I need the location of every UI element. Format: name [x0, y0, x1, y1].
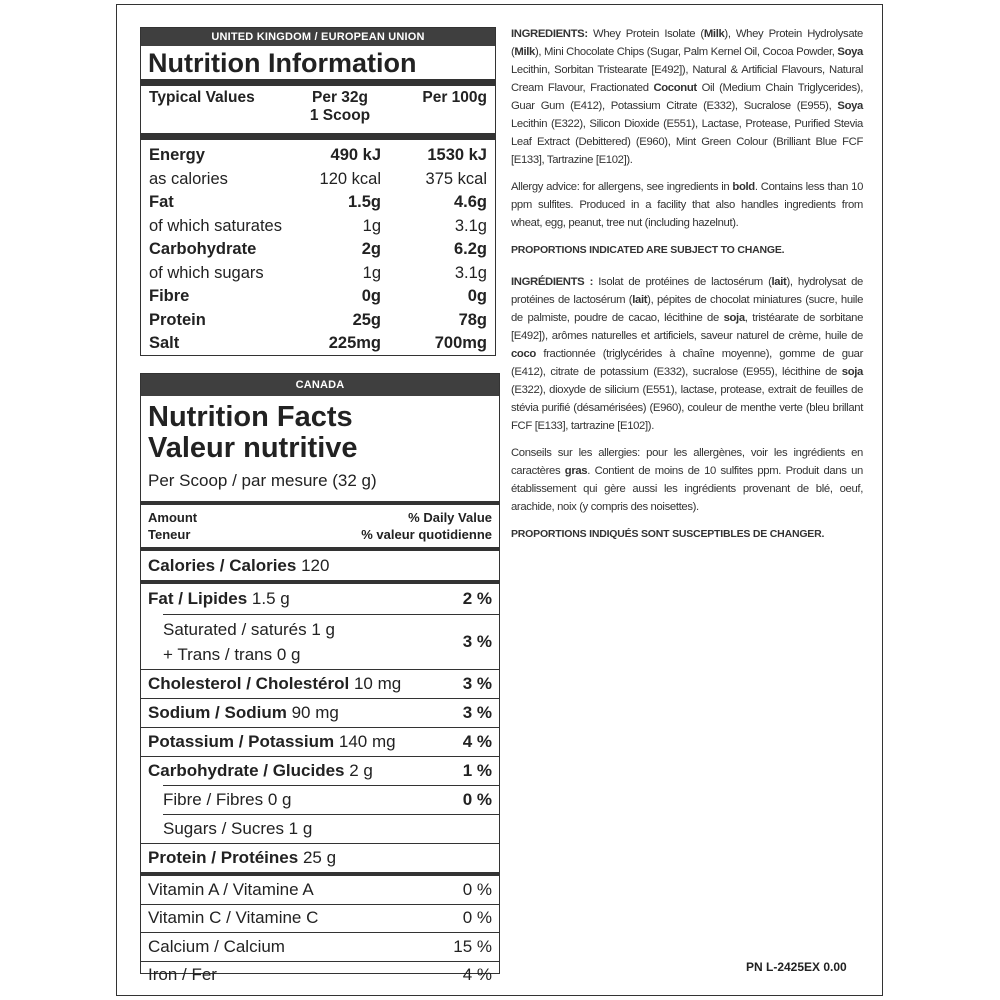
uk-nutrient-row — [149, 262, 487, 286]
canada-potassium-pct: 4 % — [462, 732, 492, 751]
text-segment: (E322), dioxyde de silicium (E551), lactase, protease, extrait de feuilles de stévia purifié (désamérisées) (E960), couleur de menthe verte (bleu brillant FCF [E133], tartrazine [E102]). — [511, 384, 863, 432]
canada-carbohydrate-row — [141, 757, 499, 785]
canada-teneur-label: Teneur — [148, 527, 191, 542]
uk-value-per-serving: 1g — [362, 263, 381, 282]
canada-vitamin-row — [141, 876, 499, 904]
uk-value-per-100g: 0g — [467, 287, 487, 305]
canada-cholesterol-row — [141, 670, 499, 698]
canada-vitamin-pct: 4 % — [462, 965, 492, 985]
uk-nutrient-row — [149, 215, 487, 239]
canada-calories-row — [141, 551, 499, 580]
canada-vitamins-list — [141, 876, 499, 989]
uk-nutrition-panel — [140, 27, 496, 356]
canada-protein-value: 25 g — [302, 848, 337, 867]
canada-saturated-pct: 3 % — [462, 632, 492, 651]
text-segment: . Contains less than 10 ppm sulfites. Produced in a facility that also handles ingredients from wheat, egg, peanut, tree nut (including hazelnut). — [511, 181, 863, 229]
uk-rows — [141, 140, 495, 356]
canada-region-band: CANADA — [141, 374, 499, 396]
uk-thick-divider — [141, 133, 495, 140]
text-segment: Milk — [514, 46, 535, 58]
canada-saturated-line: Saturated / saturés 1 g — [163, 620, 335, 639]
uk-thick-divider — [141, 79, 495, 86]
canada-fat-row — [141, 584, 499, 614]
uk-value-per-serving: 25g — [352, 310, 381, 329]
canada-title-en: Nutrition Facts — [148, 401, 353, 433]
canada-vitamin-label: Vitamin A / Vitamine A — [148, 879, 314, 899]
uk-value-per-serving: 1g — [362, 216, 381, 235]
uk-nutrient-label: of which saturates — [149, 216, 282, 235]
canada-sugars-row — [141, 815, 499, 843]
uk-nutrient-label: Carbohydrate — [149, 240, 257, 258]
uk-value-per-100g: 6.2g — [453, 240, 487, 258]
canada-vitamin-label: Iron / Fer — [148, 965, 217, 985]
canada-potassium-label: Potassium / Potassium — [148, 732, 335, 751]
canada-potassium-value: 140 mg — [338, 732, 396, 751]
uk-value-per-100g: 4.6g — [453, 193, 487, 211]
uk-header-per-serving-line2: 1 Scoop — [309, 107, 371, 124]
uk-nutrient-label: Protein — [149, 310, 206, 329]
uk-panel-title: Nutrition Information — [148, 48, 417, 78]
text-segment: Soya — [837, 46, 863, 58]
canada-vitamin-label: Vitamin C / Vitamine C — [148, 908, 319, 928]
uk-nutrient-row — [149, 168, 487, 192]
uk-value-per-100g: 1530 kJ — [427, 146, 487, 164]
text-segment: Whey Protein Isolate ( — [587, 28, 704, 40]
uk-nutrient-label: Salt — [149, 334, 180, 352]
canada-valeur-quotidienne-label: % valeur quotidienne — [361, 527, 492, 542]
uk-value-per-serving: 490 kJ — [330, 146, 381, 164]
text-segment: bold — [732, 181, 755, 193]
canada-vitamin-row — [141, 905, 499, 933]
canada-calories-label: Calories / Calories — [148, 555, 297, 575]
ingredients-column — [511, 25, 863, 552]
canada-column-header — [141, 505, 499, 547]
uk-region-band: UNITED KINGDOM / EUROPEAN UNION — [141, 28, 495, 46]
text-segment: Allergy advice: for allergens, see ingredients in — [511, 181, 733, 193]
canada-sodium-row — [141, 699, 499, 727]
text-segment: ), pépites de chocolat miniatures (sucre, huile de palmiste, poudre de cacao, lécithine de — [511, 294, 864, 324]
canada-vitamin-pct: 0 % — [462, 908, 492, 928]
uk-nutrient-label: Fibre — [149, 287, 190, 305]
text-segment: ), Whey Protein Hydrolysate ( — [511, 28, 863, 58]
uk-table-header — [141, 86, 495, 133]
canada-carbohydrate-pct: 1 % — [462, 761, 492, 780]
uk-nutrient-label: Fat — [149, 193, 174, 211]
text-segment: Isolat de protéines de lactosérum ( — [593, 276, 772, 288]
uk-value-per-100g: 3.1g — [454, 263, 487, 282]
canada-cholesterol-value: 10 mg — [353, 674, 402, 693]
text-segment: ), Mini Chocolate Chips (Sugar, Palm Kernel Oil, Cocoa Powder, — [535, 46, 838, 58]
uk-header-label: Typical Values — [149, 89, 255, 106]
canada-carbohydrate-value: 2 g — [349, 761, 373, 780]
ingredients-english — [511, 25, 863, 169]
text-segment: Coconut — [653, 82, 697, 94]
canada-protein-row — [141, 844, 499, 872]
uk-nutrient-label: of which sugars — [149, 263, 264, 282]
canada-sodium-pct: 3 % — [462, 703, 492, 722]
uk-value-per-100g: 3.1g — [454, 216, 487, 235]
uk-value-per-100g: 375 kcal — [425, 169, 487, 188]
canada-vitamin-row — [141, 933, 499, 961]
uk-value-per-serving: 225mg — [328, 334, 381, 352]
canada-calories-value: 120 — [301, 555, 330, 575]
allergy-advice-english — [511, 178, 863, 232]
canada-fat-pct: 2 % — [462, 589, 492, 608]
uk-nutrient-row — [149, 332, 487, 356]
uk-nutrient-row — [149, 285, 487, 309]
text-segment: Lecithin (E322), Silicon Dioxide (E551), Lactase, Protease, Purified Stevia Leaf Extract (Debittered) (E960), Mint Green Colour (Brilliant Blue FCF [E133], Tartrazine [E102]). — [511, 118, 863, 166]
text-segment: . Contient de moins de 10 sulfites ppm. Produit dans un établissement qui gère aussi les ingrédients provenant de blé, oeuf, arachide, noix (y compris des noisettes). — [511, 465, 863, 513]
uk-value-per-serving: 2g — [361, 240, 381, 258]
text-segment: fractionnée (triglycérides à chaîne moyenne), gomme de guar (E412), citrate de potassium (E332), sucralose (E955), lécithine de — [511, 348, 863, 378]
canada-fibre-pct: 0 % — [462, 790, 492, 809]
text-segment: Oil (Medium Chain Triglycerides), Guar Gum (E412), Potassium Citrate (E332), Sucralose (E955), — [511, 82, 863, 112]
canada-vitamin-pct: 0 % — [462, 879, 492, 899]
canada-sodium-value: 90 mg — [291, 703, 339, 722]
part-number: PN L-2425EX 0.00 — [746, 960, 847, 974]
canada-sodium-label: Sodium / Sodium — [148, 703, 287, 722]
text-segment: gras — [564, 465, 588, 477]
proportions-note-english: PROPORTIONS INDICATED ARE SUBJECT TO CHANGE. — [511, 244, 785, 256]
canada-fibre-row — [141, 786, 499, 814]
proportions-note-french: PROPORTIONS INDIQUÉS SONT SUSCEPTIBLES DE CHANGER. — [511, 528, 825, 540]
canada-sugars-line: Sugars / Sucres 1 g — [163, 819, 313, 838]
uk-value-per-100g: 78g — [458, 310, 487, 329]
canada-potassium-row — [141, 728, 499, 756]
uk-value-per-serving: 1.5g — [347, 193, 381, 211]
canada-daily-value-label: % Daily Value — [408, 510, 492, 525]
text-segment: INGRÉDIENTS : — [511, 276, 593, 288]
canada-title-fr: Valeur nutritive — [148, 432, 358, 464]
uk-header-per-serving — [285, 89, 395, 133]
canada-saturated-trans-row — [141, 615, 499, 669]
text-segment: lait — [632, 294, 648, 306]
canada-title — [141, 396, 499, 464]
uk-header-per-100g: Per 100g — [422, 89, 487, 106]
text-segment: lait — [771, 276, 787, 288]
uk-nutrient-row — [149, 238, 487, 262]
text-segment: Milk — [703, 28, 725, 40]
canada-fibre-line: Fibre / Fibres 0 g — [163, 790, 292, 809]
uk-value-per-serving: 0g — [361, 287, 381, 305]
uk-value-per-100g: 700mg — [434, 334, 487, 352]
canada-fat-value: 1.5 g — [251, 589, 290, 608]
canada-fat-label: Fat / Lipides — [148, 589, 248, 608]
uk-nutrient-row — [149, 144, 487, 168]
canada-vitamin-label: Calcium / Calcium — [148, 936, 285, 956]
text-segment: soja — [723, 312, 745, 324]
text-segment: Lecithin, Sorbitan Tristearate [E492]), Natural & Artificial Flavours, Natural Cream Flavour, Fractionated — [511, 64, 863, 94]
text-segment: ), hydrolysat de protéines de lactosérum ( — [511, 276, 863, 306]
uk-header-per-serving-line1: Per 32g — [311, 89, 368, 106]
canada-nutrition-panel — [140, 373, 500, 985]
canada-amount-label: Amount — [148, 510, 198, 525]
ingredients-french — [511, 273, 863, 435]
uk-nutrient-row — [149, 309, 487, 333]
uk-nutrient-row — [149, 191, 487, 215]
canada-serving-size: Per Scoop / par mesure (32 g) — [148, 471, 377, 490]
uk-value-per-serving: 120 kcal — [319, 169, 381, 188]
canada-cholesterol-pct: 3 % — [462, 674, 492, 693]
canada-carbohydrate-label: Carbohydrate / Glucides — [148, 761, 345, 780]
text-segment: , tristéarate de sorbitane [E492]), arômes naturelles et artificiels, saveur naturel de crème, huile de — [511, 312, 863, 342]
canada-vitamin-pct: 15 % — [453, 936, 492, 956]
text-segment: Conseils sur les allergies: pour les allergènes, voir les ingrédients en caractères — [511, 447, 863, 477]
canada-trans-line: + Trans / trans 0 g — [163, 645, 301, 664]
canada-cholesterol-label: Cholesterol / Cholestérol — [148, 674, 350, 693]
text-segment: soja — [841, 366, 863, 378]
text-segment: INGREDIENTS: — [511, 28, 588, 40]
canada-vitamin-row — [141, 962, 499, 990]
text-segment: Soya — [837, 100, 863, 112]
uk-nutrient-label: Energy — [149, 146, 205, 164]
uk-nutrient-label: as calories — [149, 169, 228, 188]
canada-protein-label: Protein / Protéines — [148, 848, 299, 867]
text-segment: coco — [511, 348, 536, 360]
allergy-advice-french — [511, 444, 863, 516]
